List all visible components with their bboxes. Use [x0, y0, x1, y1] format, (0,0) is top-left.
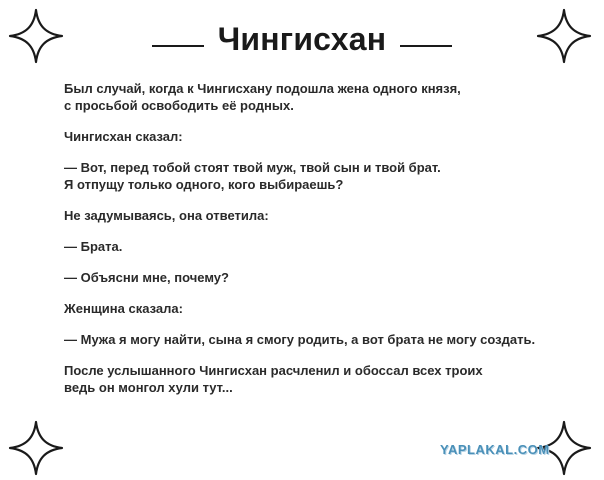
star-icon [8, 420, 64, 476]
story-line: Женщина сказала: [64, 301, 183, 316]
story-line: — Вот, перед тобой стоят твой муж, твой сын и твой брат. [64, 160, 441, 175]
title-underline-left [152, 45, 204, 47]
story-line: Я отпущу только одного, кого выбираешь? [64, 177, 344, 192]
title-row [0, 14, 604, 64]
story-line: ведь он монгол хули тут... [64, 380, 233, 395]
story-line: Чингисхан сказал: [64, 129, 183, 144]
page-title: Чингисхан [217, 20, 387, 57]
story-line: с просьбой освободить её родных. [64, 98, 294, 113]
story-line: — Брата. [64, 239, 123, 254]
watermark: YAPLAKAL.COM [440, 442, 550, 457]
story-line: После услышанного Чингисхан расчленил и обоссал всех троих [64, 363, 483, 378]
story-line: Не задумываясь, она ответила: [64, 208, 269, 223]
story-line: Был случай, когда к Чингисхану подошла жена одного князя, [64, 81, 461, 96]
story-line: — Объясни мне, почему? [64, 270, 229, 285]
story-line: — Мужа я могу найти, сына я смогу родить, а вот брата не могу создать. [64, 332, 536, 347]
story-text [64, 80, 594, 410]
title-underline-right [400, 45, 452, 47]
